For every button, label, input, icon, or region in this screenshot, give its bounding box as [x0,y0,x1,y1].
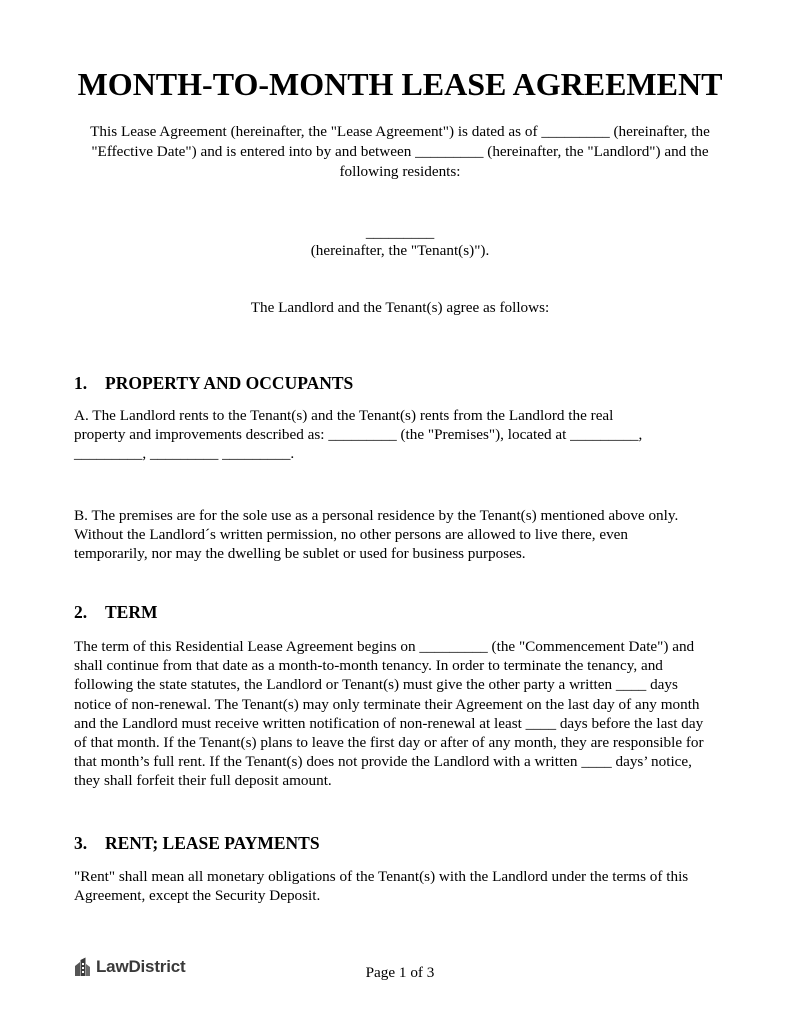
paragraph-line: temporarily, nor may the dwelling be sublet or used for business purposes. [74,545,526,563]
intro-line: "Effective Date") and is entered into by and between _________ (hereinafter, the "Landlord") and the [91,143,709,160]
section-number: 2. [74,602,88,622]
section-1-paragraph-b [74,506,734,564]
paragraph-line: A. The Landlord rents to the Tenant(s) and the Tenant(s) rents from the Landlord the real [74,407,614,424]
section-1-paragraph-a [74,406,734,464]
paragraph-line: they shall forfeit their full deposit amount. [74,772,332,790]
section-heading-property [74,372,353,394]
paragraph-line: of that month. If the Tenant(s) plans to leave the first day or after of any month, they are responsible for [74,734,704,752]
tenant-label: (hereinafter, the "Tenant(s)"). [310,242,490,259]
paragraph-line: shall continue from that date as a month-to-month tenancy. In order to terminate the tenancy, and [74,657,663,675]
paragraph-line: "Rent" shall mean all monetary obligations of the Tenant(s) with the Landlord under the terms of this [74,868,689,885]
paragraph-line: and the Landlord must receive written notification of non-renewal at least ____ days before the last day [74,714,704,732]
paragraph-line: following the state statutes, the Landlord or Tenant(s) must give the other party a written ____ days [74,676,678,694]
section-title: TERM [105,602,158,622]
section-title: RENT; LEASE PAYMENTS [105,833,320,853]
section-heading-rent [74,832,320,854]
intro-line: This Lease Agreement (hereinafter, the "Lease Agreement") is dated as of _________ (hereinafter, the [90,123,710,140]
section-heading-term [74,601,158,623]
document-title: MONTH-TO-MONTH LEASE AGREEMENT [77,66,723,102]
section-number: 3. [74,833,88,853]
logo-text: LawDistrict [96,957,186,976]
tenant-blank: _________ [365,224,435,241]
page-number: Page 1 of 3 [365,964,435,981]
paragraph-line: property and improvements described as: _________ (the "Premises"), located at _________, [74,426,643,444]
intro-paragraph [74,122,726,182]
section-title: PROPERTY AND OCCUPANTS [105,373,354,393]
paragraph-line: _________, _________ _________. [74,445,295,463]
section-3-paragraph [74,867,734,905]
paragraph-line: Without the Landlord´s written permission, no other persons are allowed to live there, even [74,526,629,544]
paragraph-line: notice of non-renewal. The Tenant(s) may only terminate their Agreement on the last day of any month [74,695,700,713]
section-2-paragraph [74,637,734,791]
paragraph-line: B. The premises are for the sole use as a personal residence by the Tenant(s) mentioned above only. [74,507,679,524]
paragraph-line: The term of this Residential Lease Agreement begins on _________ (the "Commencement Date") and [74,638,695,655]
paragraph-line: Agreement, except the Security Deposit. [74,887,321,905]
section-number: 1. [74,373,88,393]
intro-line: following residents: [339,163,461,180]
agreement-statement: The Landlord and the Tenant(s) agree as follows: [250,299,550,316]
paragraph-line: that month’s full rent. If the Tenant(s) does not provide the Landlord with a written ____ days’ notice, [74,753,692,771]
